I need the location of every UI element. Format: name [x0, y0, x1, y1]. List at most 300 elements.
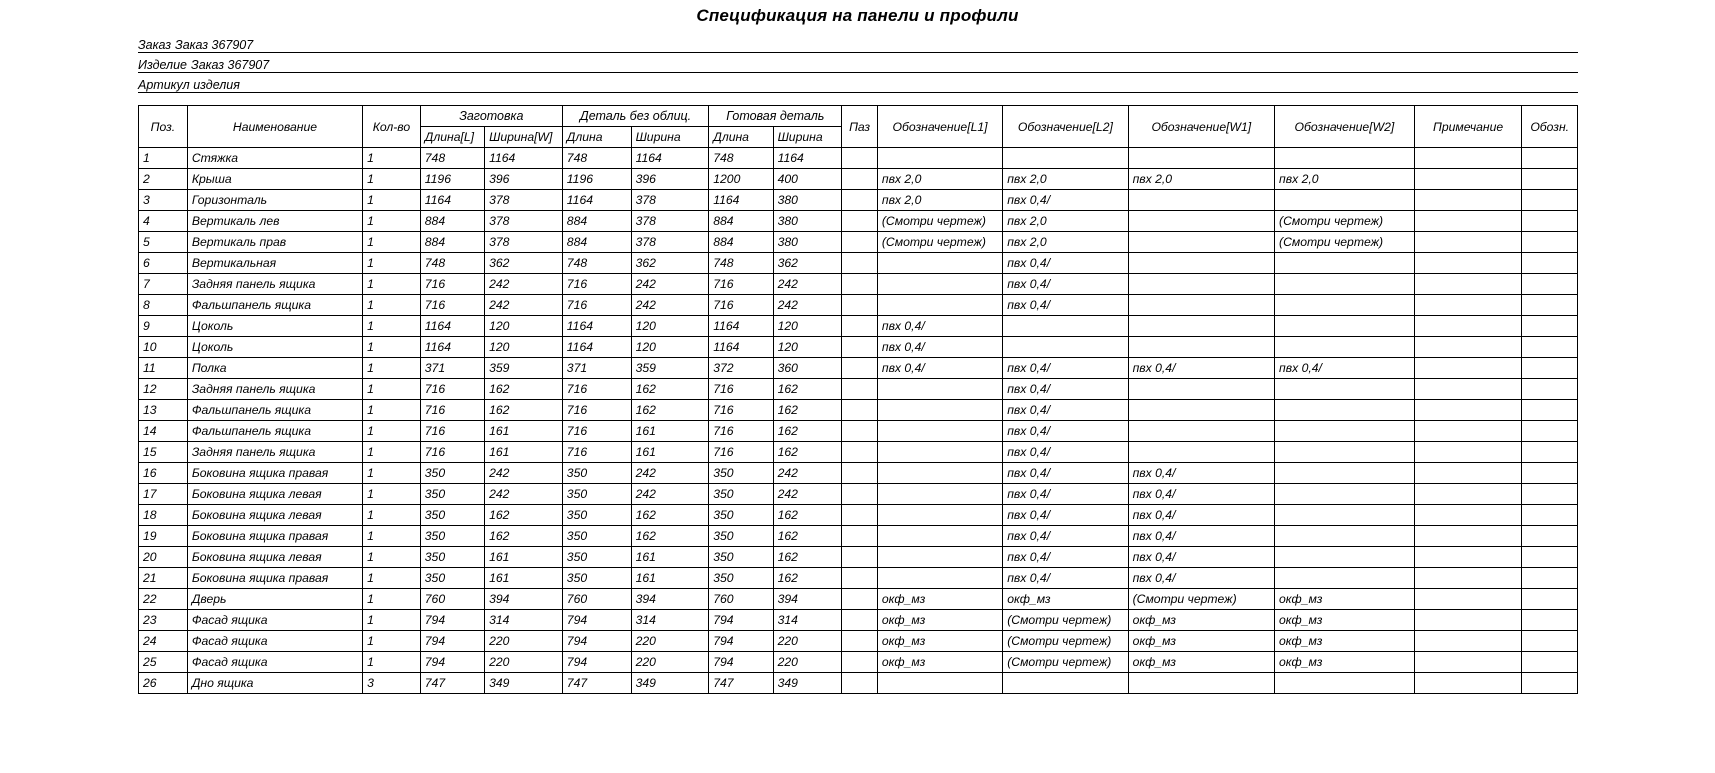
cell-name: Боковина ящика правая: [187, 568, 362, 589]
cell-nf-width: 1164: [631, 148, 709, 169]
cell-qty: 1: [363, 274, 421, 295]
cell-designation-l2: пвх 0,4/: [1003, 400, 1128, 421]
cell-fp-width: 120: [773, 316, 842, 337]
cell-designation-l1: [877, 148, 1002, 169]
cell-pos: 8: [139, 295, 188, 316]
cell-note: [1414, 421, 1522, 442]
cell-oboz: [1522, 631, 1578, 652]
table-row: [139, 610, 1578, 631]
cell-qty: 1: [363, 337, 421, 358]
cell-paz: [842, 421, 878, 442]
cell-oboz: [1522, 463, 1578, 484]
cell-designation-l2: (Смотри чертеж): [1003, 631, 1128, 652]
cell-designation-l2: пвх 0,4/: [1003, 421, 1128, 442]
cell-nf-width: 161: [631, 421, 709, 442]
table-row: [139, 274, 1578, 295]
cell-name: Боковина ящика левая: [187, 547, 362, 568]
table-row: [139, 295, 1578, 316]
cell-fp-length: 794: [709, 652, 773, 673]
cell-designation-l2: пвх 2,0: [1003, 169, 1128, 190]
cell-note: [1414, 652, 1522, 673]
cell-designation-l1: [877, 295, 1002, 316]
cell-fp-length: 716: [709, 379, 773, 400]
cell-paz: [842, 631, 878, 652]
cell-nf-length: 350: [562, 568, 631, 589]
cell-designation-l1: пвх 0,4/: [877, 337, 1002, 358]
cell-nf-width: 242: [631, 463, 709, 484]
cell-blank-length: 748: [420, 148, 484, 169]
cell-blank-length: 1196: [420, 169, 484, 190]
cell-designation-l1: [877, 400, 1002, 421]
cell-paz: [842, 568, 878, 589]
cell-paz: [842, 400, 878, 421]
cell-fp-width: 242: [773, 274, 842, 295]
cell-fp-length: 1164: [709, 337, 773, 358]
cell-name: Фасад ящика: [187, 652, 362, 673]
cell-nf-length: 748: [562, 148, 631, 169]
cell-paz: [842, 232, 878, 253]
cell-designation-l1: [877, 379, 1002, 400]
cell-paz: [842, 589, 878, 610]
cell-designation-l1: окф_мз: [877, 610, 1002, 631]
cell-oboz: [1522, 547, 1578, 568]
cell-pos: 17: [139, 484, 188, 505]
cell-oboz: [1522, 148, 1578, 169]
cell-blank-width: 349: [485, 673, 563, 694]
header-field-order-value: Заказ 367907: [175, 38, 254, 52]
cell-blank-width: 120: [485, 337, 563, 358]
cell-pos: 2: [139, 169, 188, 190]
table-row: [139, 526, 1578, 547]
cell-fp-length: 350: [709, 484, 773, 505]
col-header-fp-length: Длина: [709, 127, 773, 148]
cell-designation-w1: [1128, 211, 1274, 232]
cell-name: Вертикальная: [187, 253, 362, 274]
cell-qty: 1: [363, 253, 421, 274]
cell-fp-length: 372: [709, 358, 773, 379]
cell-designation-w1: (Смотри чертеж): [1128, 589, 1274, 610]
cell-designation-l2: [1003, 673, 1128, 694]
spec-table-head: [139, 106, 1578, 148]
cell-oboz: [1522, 358, 1578, 379]
cell-nf-length: 371: [562, 358, 631, 379]
cell-fp-width: 400: [773, 169, 842, 190]
cell-designation-w2: пвх 0,4/: [1275, 358, 1415, 379]
cell-qty: 1: [363, 631, 421, 652]
cell-nf-width: 394: [631, 589, 709, 610]
cell-name: Вертикаль лев: [187, 211, 362, 232]
table-row: [139, 316, 1578, 337]
cell-blank-width: 242: [485, 463, 563, 484]
cell-name: Фасад ящика: [187, 631, 362, 652]
cell-note: [1414, 148, 1522, 169]
cell-qty: 1: [363, 316, 421, 337]
cell-oboz: [1522, 526, 1578, 547]
cell-nf-width: 362: [631, 253, 709, 274]
cell-fp-width: 242: [773, 463, 842, 484]
cell-oboz: [1522, 505, 1578, 526]
cell-designation-w2: [1275, 421, 1415, 442]
cell-paz: [842, 652, 878, 673]
cell-nf-length: 1164: [562, 190, 631, 211]
cell-designation-l1: [877, 673, 1002, 694]
cell-designation-w1: [1128, 337, 1274, 358]
cell-oboz: [1522, 169, 1578, 190]
cell-note: [1414, 484, 1522, 505]
cell-paz: [842, 337, 878, 358]
cell-designation-w1: [1128, 421, 1274, 442]
cell-nf-length: 716: [562, 442, 631, 463]
cell-fp-width: 1164: [773, 148, 842, 169]
header-field-order-label: Заказ: [138, 38, 172, 52]
cell-fp-width: 394: [773, 589, 842, 610]
cell-designation-w1: пвх 0,4/: [1128, 358, 1274, 379]
cell-qty: 3: [363, 673, 421, 694]
cell-designation-w2: [1275, 505, 1415, 526]
cell-blank-length: 794: [420, 652, 484, 673]
cell-name: Фальшпанель ящика: [187, 421, 362, 442]
cell-paz: [842, 190, 878, 211]
table-row: [139, 589, 1578, 610]
cell-fp-width: 162: [773, 442, 842, 463]
cell-blank-width: 161: [485, 421, 563, 442]
col-header-designation-w1: Обозначение[W1]: [1128, 106, 1274, 148]
cell-note: [1414, 526, 1522, 547]
cell-paz: [842, 295, 878, 316]
cell-blank-length: 884: [420, 232, 484, 253]
cell-pos: 12: [139, 379, 188, 400]
cell-blank-width: 242: [485, 295, 563, 316]
cell-qty: 1: [363, 547, 421, 568]
cell-blank-width: 162: [485, 526, 563, 547]
cell-pos: 16: [139, 463, 188, 484]
cell-designation-l1: окф_мз: [877, 631, 1002, 652]
cell-nf-width: 378: [631, 232, 709, 253]
cell-nf-length: 1164: [562, 316, 631, 337]
cell-fp-length: 748: [709, 253, 773, 274]
cell-fp-width: 220: [773, 631, 842, 652]
cell-oboz: [1522, 232, 1578, 253]
cell-oboz: [1522, 652, 1578, 673]
cell-fp-width: 162: [773, 505, 842, 526]
cell-qty: 1: [363, 442, 421, 463]
cell-nf-length: 350: [562, 505, 631, 526]
cell-designation-w1: пвх 0,4/: [1128, 484, 1274, 505]
cell-blank-width: 1164: [485, 148, 563, 169]
cell-oboz: [1522, 253, 1578, 274]
cell-designation-l2: пвх 0,4/: [1003, 358, 1128, 379]
cell-pos: 9: [139, 316, 188, 337]
cell-oboz: [1522, 673, 1578, 694]
cell-blank-length: 716: [420, 442, 484, 463]
cell-fp-length: 716: [709, 442, 773, 463]
cell-blank-length: 884: [420, 211, 484, 232]
col-header-qty: Кол-во: [363, 106, 421, 148]
cell-designation-l2: [1003, 337, 1128, 358]
cell-fp-length: 716: [709, 400, 773, 421]
cell-designation-w2: окф_мз: [1275, 610, 1415, 631]
cell-fp-width: 162: [773, 379, 842, 400]
cell-oboz: [1522, 337, 1578, 358]
cell-designation-w1: пвх 0,4/: [1128, 568, 1274, 589]
cell-paz: [842, 274, 878, 295]
cell-note: [1414, 610, 1522, 631]
cell-nf-length: 1164: [562, 337, 631, 358]
cell-paz: [842, 610, 878, 631]
cell-designation-w1: окф_мз: [1128, 631, 1274, 652]
cell-designation-l2: пвх 0,4/: [1003, 253, 1128, 274]
cell-qty: 1: [363, 400, 421, 421]
cell-blank-length: 760: [420, 589, 484, 610]
cell-designation-w1: пвх 0,4/: [1128, 526, 1274, 547]
cell-pos: 15: [139, 442, 188, 463]
cell-qty: 1: [363, 169, 421, 190]
cell-fp-length: 1164: [709, 316, 773, 337]
cell-designation-w2: [1275, 190, 1415, 211]
cell-blank-length: 350: [420, 547, 484, 568]
cell-paz: [842, 379, 878, 400]
cell-fp-width: 314: [773, 610, 842, 631]
cell-pos: 23: [139, 610, 188, 631]
table-row: [139, 652, 1578, 673]
cell-pos: 4: [139, 211, 188, 232]
table-row: [139, 358, 1578, 379]
cell-nf-width: 314: [631, 610, 709, 631]
cell-nf-width: 162: [631, 400, 709, 421]
cell-name: Горизонталь: [187, 190, 362, 211]
cell-note: [1414, 379, 1522, 400]
cell-blank-width: 162: [485, 505, 563, 526]
cell-designation-w1: пвх 0,4/: [1128, 547, 1274, 568]
table-row: [139, 337, 1578, 358]
cell-fp-width: 242: [773, 295, 842, 316]
cell-name: Боковина ящика правая: [187, 463, 362, 484]
cell-qty: 1: [363, 358, 421, 379]
cell-blank-length: 1164: [420, 190, 484, 211]
cell-nf-length: 716: [562, 400, 631, 421]
cell-pos: 7: [139, 274, 188, 295]
cell-oboz: [1522, 610, 1578, 631]
cell-designation-l2: [1003, 316, 1128, 337]
cell-designation-w2: [1275, 316, 1415, 337]
cell-name: Задняя панель ящика: [187, 379, 362, 400]
cell-paz: [842, 526, 878, 547]
col-header-name: Наименование: [187, 106, 362, 148]
cell-note: [1414, 253, 1522, 274]
cell-blank-width: 162: [485, 400, 563, 421]
cell-blank-width: 394: [485, 589, 563, 610]
cell-paz: [842, 484, 878, 505]
cell-designation-l1: [877, 568, 1002, 589]
table-row: [139, 673, 1578, 694]
cell-designation-w1: окф_мз: [1128, 610, 1274, 631]
cell-fp-width: 380: [773, 211, 842, 232]
cell-blank-length: 1164: [420, 316, 484, 337]
col-header-designation-l1: Обозначение[L1]: [877, 106, 1002, 148]
cell-name: Боковина ящика левая: [187, 484, 362, 505]
cell-blank-length: 371: [420, 358, 484, 379]
cell-paz: [842, 673, 878, 694]
cell-fp-width: 349: [773, 673, 842, 694]
cell-pos: 14: [139, 421, 188, 442]
cell-blank-length: 716: [420, 274, 484, 295]
cell-blank-length: 350: [420, 568, 484, 589]
cell-note: [1414, 169, 1522, 190]
cell-nf-width: 242: [631, 274, 709, 295]
cell-name: Дверь: [187, 589, 362, 610]
cell-name: Цоколь: [187, 316, 362, 337]
cell-pos: 18: [139, 505, 188, 526]
cell-designation-w1: [1128, 274, 1274, 295]
cell-paz: [842, 148, 878, 169]
cell-qty: 1: [363, 610, 421, 631]
cell-nf-width: 220: [631, 631, 709, 652]
cell-nf-length: 747: [562, 673, 631, 694]
cell-nf-width: 120: [631, 316, 709, 337]
cell-designation-w1: пвх 0,4/: [1128, 463, 1274, 484]
cell-pos: 26: [139, 673, 188, 694]
cell-oboz: [1522, 190, 1578, 211]
cell-designation-w1: [1128, 379, 1274, 400]
cell-designation-l2: пвх 0,4/: [1003, 190, 1128, 211]
col-header-nf-width: Ширина: [631, 127, 709, 148]
cell-name: Крыша: [187, 169, 362, 190]
cell-fp-length: 350: [709, 526, 773, 547]
cell-designation-l2: пвх 0,4/: [1003, 379, 1128, 400]
cell-nf-width: 162: [631, 505, 709, 526]
page-title: Спецификация на панели и профили: [696, 6, 1019, 25]
cell-fp-length: 350: [709, 463, 773, 484]
cell-pos: 11: [139, 358, 188, 379]
cell-pos: 22: [139, 589, 188, 610]
cell-designation-l1: [877, 505, 1002, 526]
cell-blank-width: 120: [485, 316, 563, 337]
cell-designation-w2: [1275, 253, 1415, 274]
cell-blank-length: 716: [420, 421, 484, 442]
cell-note: [1414, 631, 1522, 652]
cell-name: Стяжка: [187, 148, 362, 169]
cell-nf-length: 884: [562, 211, 631, 232]
cell-designation-l2: пвх 2,0: [1003, 232, 1128, 253]
cell-designation-l2: пвх 0,4/: [1003, 505, 1128, 526]
cell-designation-w2: [1275, 337, 1415, 358]
header-row-groups: [139, 106, 1578, 127]
cell-designation-w1: [1128, 295, 1274, 316]
cell-oboz: [1522, 379, 1578, 400]
cell-pos: 5: [139, 232, 188, 253]
cell-oboz: [1522, 400, 1578, 421]
cell-note: [1414, 568, 1522, 589]
cell-fp-length: 884: [709, 232, 773, 253]
cell-nf-length: 760: [562, 589, 631, 610]
cell-paz: [842, 505, 878, 526]
cell-designation-l1: пвх 0,4/: [877, 358, 1002, 379]
cell-fp-width: 120: [773, 337, 842, 358]
cell-blank-width: 242: [485, 484, 563, 505]
cell-note: [1414, 274, 1522, 295]
col-header-designation-w2: Обозначение[W2]: [1275, 106, 1415, 148]
cell-note: [1414, 316, 1522, 337]
cell-designation-l1: пвх 2,0: [877, 190, 1002, 211]
cell-note: [1414, 547, 1522, 568]
cell-fp-width: 380: [773, 232, 842, 253]
cell-designation-l1: [877, 442, 1002, 463]
cell-oboz: [1522, 568, 1578, 589]
cell-qty: 1: [363, 568, 421, 589]
cell-blank-length: 350: [420, 463, 484, 484]
cell-paz: [842, 211, 878, 232]
cell-designation-l2: пвх 0,4/: [1003, 484, 1128, 505]
cell-paz: [842, 547, 878, 568]
cell-designation-w1: [1128, 148, 1274, 169]
cell-nf-length: 350: [562, 526, 631, 547]
cell-note: [1414, 232, 1522, 253]
cell-name: Боковина ящика левая: [187, 505, 362, 526]
col-header-nf-length: Длина: [562, 127, 631, 148]
cell-designation-l1: пвх 2,0: [877, 169, 1002, 190]
cell-designation-l1: [877, 253, 1002, 274]
cell-qty: 1: [363, 484, 421, 505]
cell-name: Задняя панель ящика: [187, 442, 362, 463]
table-row: [139, 442, 1578, 463]
cell-designation-l2: пвх 0,4/: [1003, 547, 1128, 568]
col-header-part-no-facing-group: Деталь без облиц.: [562, 106, 708, 127]
cell-note: [1414, 190, 1522, 211]
cell-nf-length: 794: [562, 652, 631, 673]
cell-fp-width: 162: [773, 568, 842, 589]
table-row: [139, 631, 1578, 652]
col-header-blank-length: Длина[L]: [420, 127, 484, 148]
cell-designation-w2: окф_мз: [1275, 652, 1415, 673]
cell-designation-l1: [877, 274, 1002, 295]
header-field-order: [138, 36, 1578, 53]
cell-oboz: [1522, 442, 1578, 463]
cell-fp-length: 794: [709, 631, 773, 652]
cell-designation-l1: [877, 484, 1002, 505]
cell-pos: 1: [139, 148, 188, 169]
cell-nf-length: 350: [562, 547, 631, 568]
cell-nf-length: 716: [562, 379, 631, 400]
cell-fp-width: 242: [773, 484, 842, 505]
cell-paz: [842, 316, 878, 337]
cell-name: Цоколь: [187, 337, 362, 358]
table-row: [139, 232, 1578, 253]
cell-designation-w2: [1275, 148, 1415, 169]
cell-designation-w1: [1128, 673, 1274, 694]
cell-designation-l2: (Смотри чертеж): [1003, 652, 1128, 673]
cell-qty: 1: [363, 589, 421, 610]
cell-blank-width: 396: [485, 169, 563, 190]
col-header-finished-part-group: Готовая деталь: [709, 106, 842, 127]
cell-nf-width: 378: [631, 190, 709, 211]
cell-designation-l1: [877, 421, 1002, 442]
header-field-product: [138, 56, 1578, 73]
cell-blank-length: 1164: [420, 337, 484, 358]
cell-oboz: [1522, 421, 1578, 442]
cell-name: Фальшпанель ящика: [187, 400, 362, 421]
cell-designation-l1: окф_мз: [877, 589, 1002, 610]
cell-qty: 1: [363, 463, 421, 484]
cell-blank-width: 220: [485, 631, 563, 652]
cell-nf-width: 162: [631, 379, 709, 400]
cell-fp-length: 884: [709, 211, 773, 232]
cell-fp-width: 220: [773, 652, 842, 673]
col-header-blank-group: Заготовка: [420, 106, 562, 127]
cell-blank-width: 161: [485, 547, 563, 568]
cell-fp-length: 716: [709, 421, 773, 442]
cell-pos: 20: [139, 547, 188, 568]
cell-nf-width: 161: [631, 568, 709, 589]
